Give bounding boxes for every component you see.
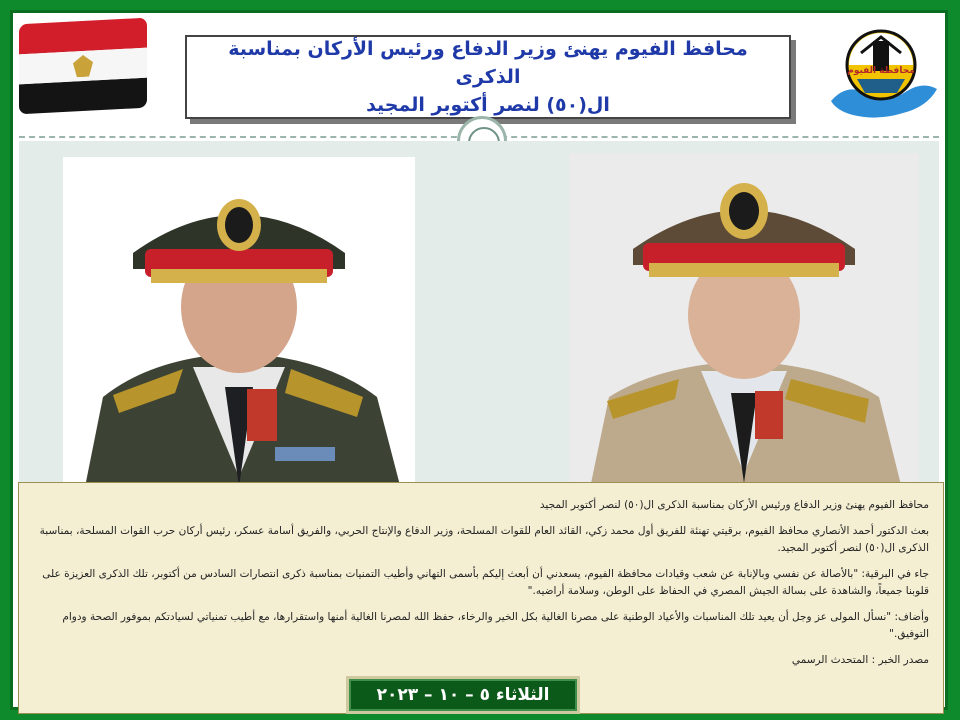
logo-text: محافظة الفيوم (847, 66, 915, 76)
fayoum-logo-icon (827, 23, 939, 123)
portrait-officer-right-icon (569, 153, 919, 493)
title-box (185, 35, 791, 119)
article-paragraph-2: بعث الدكتور أحمد الأنصاري محافظ الفيوم، برقيتي تهنئة للفريق أول محمد زكي، القائد العام للقوات المسلحة، وزير الدفاع والإنتاج الحربي، والفريق أسامة عسكر، رئيس أركان حرب القوات المسلحة، بمناسبة الذكرى ال(٥٠) لنصر أكتوبر المجيد. (39, 525, 929, 554)
date-badge: الثلاثاء ٥ – ١٠ – ٢٠٢٣ (346, 676, 580, 714)
portrait-officer-left-icon (63, 157, 415, 497)
title-line-1: محافظ الفيوم يهنئ وزير الدفاع ورئيس الأركان بمناسبة الذكرى (228, 38, 748, 88)
header (13, 13, 945, 133)
article-paragraph-4: وأضاف: "نسأل المولى عز وجل أن يعيد تلك المناسبات والأعياد الوطنية على مصرنا الغالية بكل الخير والرخاء، حفظ الله لمصرنا الغالية أمنها واستقرارها، مع أطيب تمنياتي لسيادتكم بموفور الصحة ودوام التوفيق." (62, 611, 929, 640)
title-line-2: ال(٥٠) لنصر أكتوبر المجيد (366, 94, 610, 116)
portrait-right (569, 153, 919, 493)
article-paragraph-1: محافظ الفيوم يهنئ وزير الدفاع ورئيس الأركان بمناسبة الذكرى ال(٥٠) لنصر أكتوبر المجيد (539, 499, 929, 511)
article-source: مصدر الخبر : المتحدث الرسمي (791, 654, 929, 666)
portrait-left (63, 157, 415, 497)
article-paragraph-3: جاء في البرقية: "بالأصالة عن نفسي وبالإنابة عن شعب وقيادات محافظة الفيوم، يسعدني أن أبعث إليكم بأسمى التهاني وأطيب التمنيات بمناسبة ذكرى انتصارات السادس من أكتوبر، تلك الذكرى العزيزة على قلوبنا جميعاً، والشاهدة على بسالة الجيش المصري في الحفاظ على الوطن، وسلامة أراضيه." (42, 568, 929, 597)
egypt-flag-icon (19, 18, 147, 117)
